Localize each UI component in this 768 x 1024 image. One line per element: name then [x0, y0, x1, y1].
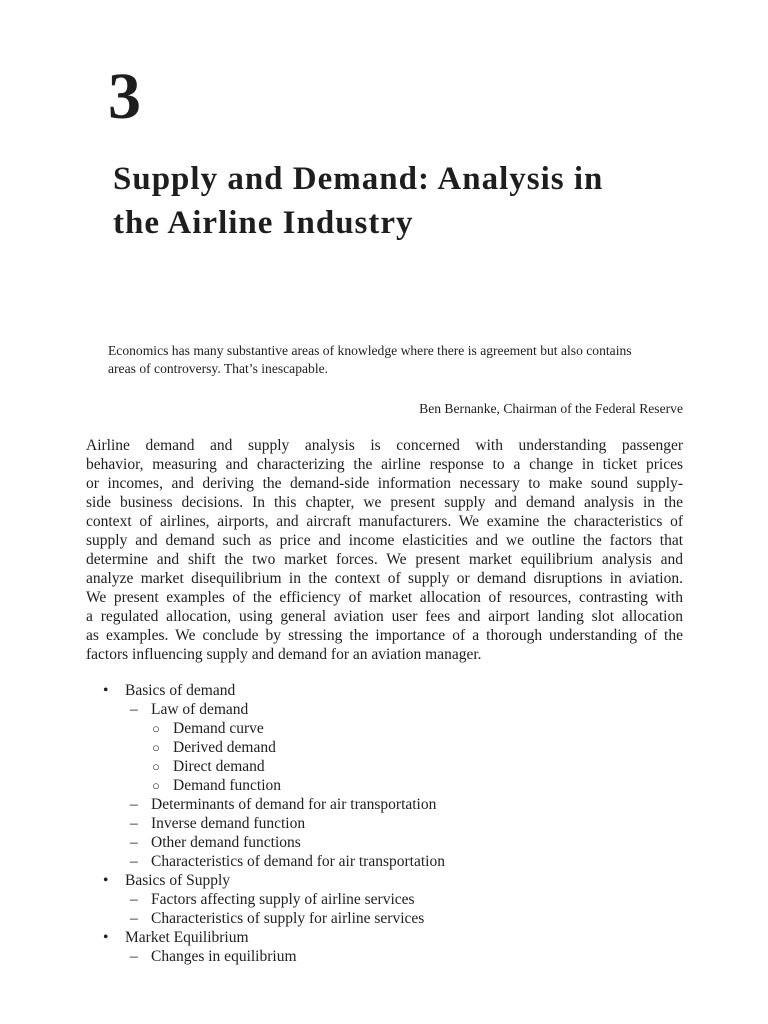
outline-dash-item: [86, 833, 686, 852]
list-marker: –: [130, 796, 138, 813]
outline-dash-item: [86, 795, 686, 814]
paragraph-line: analyze market disequilibrium in the context of supply or demand disruptions in aviation.: [86, 570, 683, 587]
chapter-title-line: the Airline Industry: [113, 205, 414, 241]
paragraph-line: We present examples of the efficiency of market allocation of resources, contrasting with: [86, 589, 683, 606]
paragraph-line: as examples. We conclude by stressing the importance of a thorough understanding of the: [86, 627, 683, 644]
outline-item-label: Basics of Supply: [125, 872, 231, 889]
list-marker: –: [130, 853, 138, 870]
epigraph-quote: [108, 342, 688, 378]
epigraph-line: Economics has many substantive areas of knowledge where there is agreement but also contains: [108, 343, 632, 358]
list-marker: ○: [152, 721, 160, 736]
outline-item-label: Changes in equilibrium: [151, 948, 297, 965]
paragraph-line: supply and demand such as price and income elasticities and we outline the factors that: [86, 532, 683, 549]
epigraph: [108, 342, 688, 378]
outline-dash-item: [86, 909, 686, 928]
paragraph-line: factors influencing supply and demand for an aviation manager.: [86, 646, 482, 663]
outline-bullet-item: [86, 928, 686, 947]
list-marker: •: [103, 929, 109, 946]
epigraph-line: areas of controversy. That’s inescapable.: [108, 361, 329, 376]
outline-dash-item: [86, 700, 686, 719]
chapter-title: [113, 157, 713, 245]
list-marker: ○: [152, 759, 160, 774]
outline-item-label: Demand function: [173, 777, 282, 794]
outline-item-label: Characteristics of supply for airline services: [151, 910, 425, 927]
intro-paragraph: [86, 436, 683, 664]
outline-circle-item: [86, 719, 686, 738]
list-marker: –: [130, 891, 138, 908]
outline-circle-item: [86, 757, 686, 776]
outline-item-label: Direct demand: [173, 758, 265, 775]
list-marker: –: [130, 815, 138, 832]
list-marker: ○: [152, 778, 160, 793]
outline-item-label: Law of demand: [151, 701, 249, 718]
outline-item-label: Factors affecting supply of airline services: [151, 891, 415, 908]
outline-dash-item: [86, 947, 686, 966]
list-marker: •: [103, 682, 109, 699]
outline-circle-item: [86, 776, 686, 795]
outline-item-label: Demand curve: [173, 720, 264, 737]
outline-item-label: Determinants of demand for air transportation: [151, 796, 437, 813]
list-marker: –: [130, 701, 138, 718]
list-marker: ○: [152, 740, 160, 755]
paragraph-line: a regulated allocation, using general aviation user fees and airport landing slot allocation: [86, 608, 683, 625]
list-marker: •: [103, 872, 109, 889]
chapter-number: 3: [108, 60, 141, 133]
paragraph-line: behavior, measuring and characterizing the airline response to a change in ticket prices: [86, 456, 683, 473]
epigraph-attribution: Ben Bernanke, Chairman of the Federal Reserve: [419, 401, 683, 416]
paragraph-line: Airline demand and supply analysis is concerned with understanding passenger: [86, 437, 683, 454]
outline-bullet-item: [86, 871, 686, 890]
outline-dash-item: [86, 814, 686, 833]
outline-dash-item: [86, 890, 686, 909]
list-marker: –: [130, 910, 138, 927]
outline-dash-item: [86, 852, 686, 871]
list-marker: –: [130, 834, 138, 851]
outline-item-label: Market Equilibrium: [125, 929, 249, 946]
outline-item-label: Basics of demand: [125, 682, 236, 699]
outline-circle-item: [86, 738, 686, 757]
list-marker: –: [130, 948, 138, 965]
chapter-outline: [86, 681, 686, 966]
chapter-title-line: Supply and Demand: Analysis in: [113, 161, 604, 197]
paragraph-line: context of airlines, airports, and aircraft manufacturers. We examine the characteristics of: [86, 513, 683, 530]
paragraph-line: side business decisions. In this chapter, we present supply and demand analysis in the: [86, 494, 683, 511]
outline-bullet-item: [86, 681, 686, 700]
paragraph-line: determine and shift the two market forces. We present market equilibrium analysis and: [86, 551, 683, 568]
outline-item-label: Characteristics of demand for air transportation: [151, 853, 445, 870]
outline-item-label: Derived demand: [173, 739, 276, 756]
outline-item-label: Inverse demand function: [151, 815, 306, 832]
paragraph-line: or incomes, and deriving the demand-side information necessary to make sound supply-: [86, 475, 683, 492]
outline-item-label: Other demand functions: [151, 834, 301, 851]
